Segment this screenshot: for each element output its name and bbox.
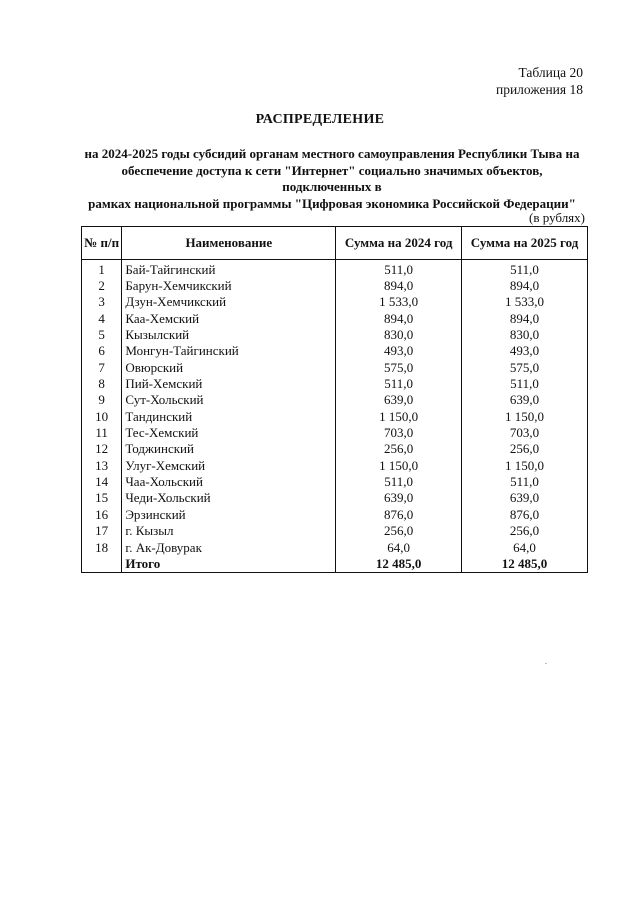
row-sum-2025: 830,0 bbox=[462, 326, 588, 342]
row-sum-2024: 1 150,0 bbox=[336, 408, 462, 424]
row-sum-2024: 575,0 bbox=[336, 359, 462, 375]
row-name: Эрзинский bbox=[122, 506, 336, 522]
appendix-number: приложения 18 bbox=[495, 82, 583, 97]
row-name: Пий-Хемский bbox=[122, 375, 336, 391]
row-number: 11 bbox=[82, 424, 122, 440]
row-sum-2025: 1 533,0 bbox=[462, 294, 588, 310]
row-sum-2025: 894,0 bbox=[462, 277, 588, 293]
row-name: Тес-Хемский bbox=[122, 424, 336, 440]
row-sum-2025: 639,0 bbox=[462, 392, 588, 408]
row-sum-2024: 1 533,0 bbox=[336, 294, 462, 310]
row-sum-2024: 1 150,0 bbox=[336, 457, 462, 473]
table-row bbox=[82, 277, 588, 293]
row-sum-2024: 511,0 bbox=[336, 375, 462, 391]
row-number: 1 bbox=[82, 260, 122, 278]
row-number: 18 bbox=[82, 539, 122, 555]
table-row bbox=[82, 539, 588, 555]
total-number-cell bbox=[82, 555, 122, 572]
row-number: 10 bbox=[82, 408, 122, 424]
subtitle-line-2: обеспечение доступа к сети "Интернет" социально значимых объектов, подключенных в bbox=[121, 162, 543, 194]
row-sum-2024: 511,0 bbox=[336, 260, 462, 278]
row-sum-2024: 639,0 bbox=[336, 490, 462, 506]
row-sum-2025: 511,0 bbox=[462, 473, 588, 489]
total-row bbox=[82, 555, 588, 572]
row-name: г. Ак-Довурак bbox=[122, 539, 336, 555]
row-sum-2024: 830,0 bbox=[336, 326, 462, 342]
row-number: 17 bbox=[82, 523, 122, 539]
table-row bbox=[82, 490, 588, 506]
table-row bbox=[82, 506, 588, 522]
document-subtitle bbox=[82, 146, 582, 212]
row-sum-2025: 64,0 bbox=[462, 539, 588, 555]
total-sum-2024: 12 485,0 bbox=[336, 555, 462, 572]
table-row bbox=[82, 424, 588, 440]
row-sum-2025: 1 150,0 bbox=[462, 457, 588, 473]
row-sum-2025: 703,0 bbox=[462, 424, 588, 440]
row-name: Тандинский bbox=[122, 408, 336, 424]
table-row bbox=[82, 310, 588, 326]
row-sum-2024: 493,0 bbox=[336, 343, 462, 359]
row-number: 15 bbox=[82, 490, 122, 506]
table-row bbox=[82, 326, 588, 342]
table-row bbox=[82, 260, 588, 278]
row-sum-2024: 639,0 bbox=[336, 392, 462, 408]
document-title: РАСПРЕДЕЛЕНИЕ bbox=[255, 112, 385, 127]
row-name: Чеди-Хольский bbox=[122, 490, 336, 506]
row-number: 4 bbox=[82, 310, 122, 326]
row-number: 13 bbox=[82, 457, 122, 473]
row-sum-2024: 894,0 bbox=[336, 310, 462, 326]
row-sum-2024: 64,0 bbox=[336, 539, 462, 555]
row-number: 6 bbox=[82, 343, 122, 359]
row-name: Бай-Тайгинский bbox=[122, 260, 336, 278]
row-sum-2025: 511,0 bbox=[462, 260, 588, 278]
table-row bbox=[82, 343, 588, 359]
row-sum-2025: 256,0 bbox=[462, 441, 588, 457]
table-row bbox=[82, 375, 588, 391]
header-number: № п/п bbox=[82, 227, 122, 260]
row-number: 7 bbox=[82, 359, 122, 375]
subsidy-distribution-table bbox=[81, 226, 588, 573]
row-name: Дзун-Хемчикский bbox=[122, 294, 336, 310]
row-sum-2025: 575,0 bbox=[462, 359, 588, 375]
row-name: Кызылский bbox=[122, 326, 336, 342]
row-sum-2025: 511,0 bbox=[462, 375, 588, 391]
total-sum-2025: 12 485,0 bbox=[462, 555, 588, 572]
table-row bbox=[82, 457, 588, 473]
row-sum-2025: 256,0 bbox=[462, 523, 588, 539]
row-number: 14 bbox=[82, 473, 122, 489]
row-number: 8 bbox=[82, 375, 122, 391]
header-sum-2025: Сумма на 2025 год bbox=[462, 227, 588, 260]
table-row bbox=[82, 408, 588, 424]
row-number: 3 bbox=[82, 294, 122, 310]
appendix-reference bbox=[496, 64, 583, 98]
row-number: 9 bbox=[82, 392, 122, 408]
row-sum-2024: 894,0 bbox=[336, 277, 462, 293]
row-name: Улуг-Хемский bbox=[122, 457, 336, 473]
subtitle-line-3: рамках национальной программы "Цифровая экономика Российской Федерации" bbox=[88, 195, 576, 211]
row-sum-2025: 639,0 bbox=[462, 490, 588, 506]
table-row bbox=[82, 294, 588, 310]
row-number: 2 bbox=[82, 277, 122, 293]
row-number: 16 bbox=[82, 506, 122, 522]
total-label: Итого bbox=[122, 555, 336, 572]
header-sum-2024: Сумма на 2024 год bbox=[336, 227, 462, 260]
row-name: г. Кызыл bbox=[122, 523, 336, 539]
row-name: Монгун-Тайгинский bbox=[122, 343, 336, 359]
row-sum-2024: 256,0 bbox=[336, 523, 462, 539]
table-row bbox=[82, 523, 588, 539]
row-sum-2024: 256,0 bbox=[336, 441, 462, 457]
row-sum-2024: 876,0 bbox=[336, 506, 462, 522]
row-name: Барун-Хемчикский bbox=[122, 277, 336, 293]
subtitle-line-1: на 2024-2025 годы субсидий органам местного самоуправления Республики Тыва на bbox=[84, 146, 580, 161]
row-sum-2024: 511,0 bbox=[336, 473, 462, 489]
row-sum-2025: 894,0 bbox=[462, 310, 588, 326]
table-row bbox=[82, 392, 588, 408]
units-note: (в рублях) bbox=[529, 210, 585, 225]
table-row bbox=[82, 473, 588, 489]
row-name: Чаа-Хольский bbox=[122, 473, 336, 489]
table-row bbox=[82, 441, 588, 457]
row-sum-2025: 1 150,0 bbox=[462, 408, 588, 424]
row-number: 12 bbox=[82, 441, 122, 457]
row-name: Овюрский bbox=[122, 359, 336, 375]
row-sum-2024: 703,0 bbox=[336, 424, 462, 440]
row-number: 5 bbox=[82, 326, 122, 342]
table-number: Таблица 20 bbox=[518, 65, 583, 80]
table-row bbox=[82, 359, 588, 375]
table-header-row bbox=[82, 227, 588, 260]
row-name: Каа-Хемский bbox=[122, 310, 336, 326]
row-sum-2025: 493,0 bbox=[462, 343, 588, 359]
row-sum-2025: 876,0 bbox=[462, 506, 588, 522]
row-name: Сут-Хольский bbox=[122, 392, 336, 408]
row-name: Тоджинский bbox=[122, 441, 336, 457]
scan-speck bbox=[545, 663, 547, 664]
header-name: Наименование bbox=[122, 227, 336, 260]
